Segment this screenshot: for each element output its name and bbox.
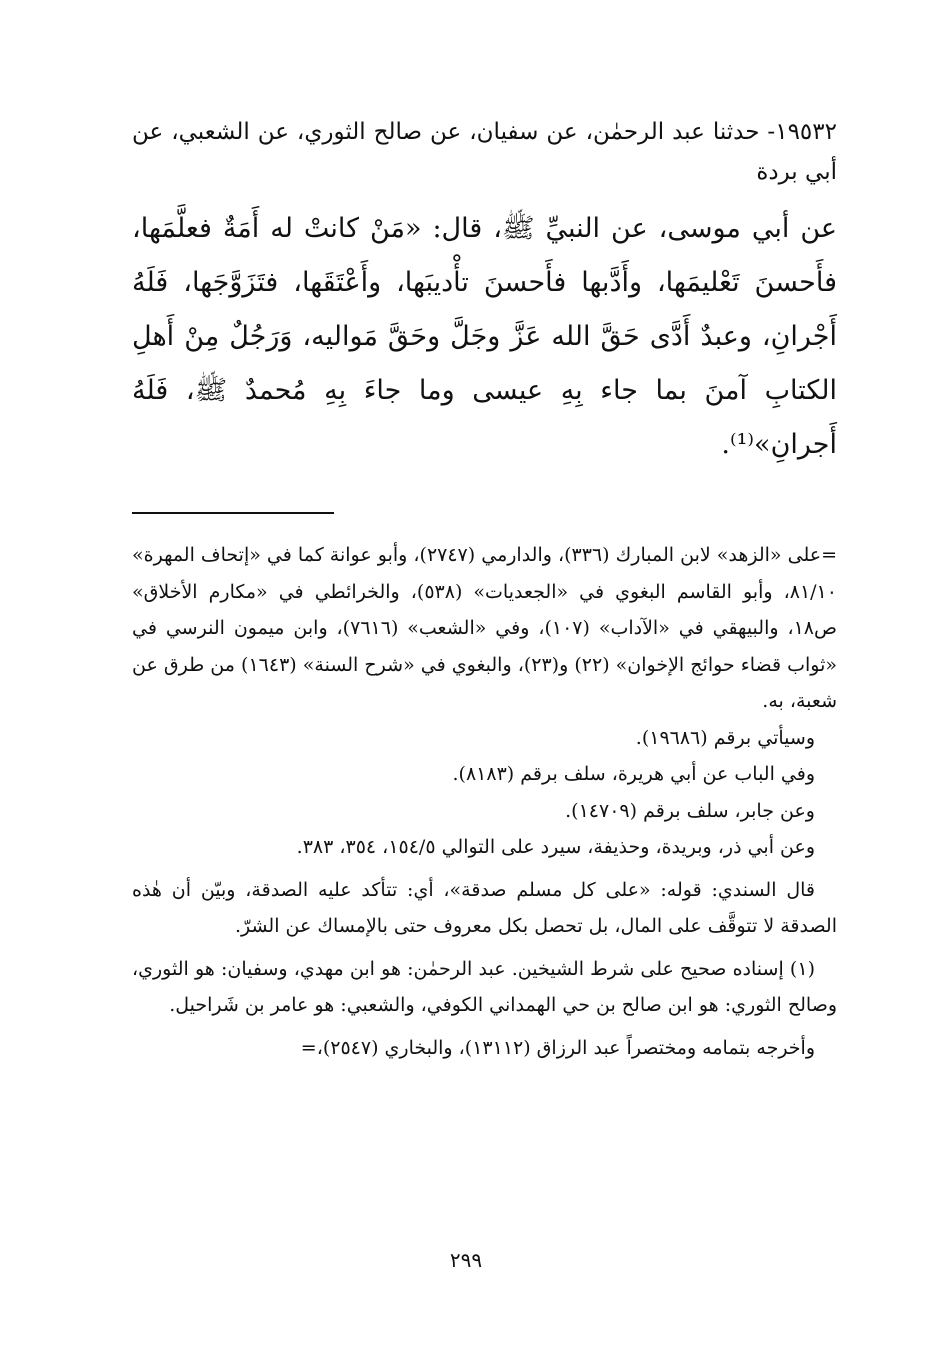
footnote-continuation: =على «الزهد» لابن المبارك (٣٣٦)، والدارمي (٢٧٤٧)، وأبو عوانة كما في «إتحاف المهرة» ٨١/١٠، وأبو القاسم البغوي في «الجعديات» (٥٣٨)، والخرائطي في «مكارم الأخلاق» ص١٨، والبيهقي في «الآداب» (١٠٧)، وفي «الشعب» (٧٦١٦)، وابن ميمون النرسي في «ثواب قضاء حوائج الإخوان» (٢٢) و(٢٣)، والبغوي في «شرح السنة» (١٦٤٣) من طرق عن شعبة، به. (132, 544, 838, 712)
footnote-line: وأخرجه بتمامه ومختصراً عبد الرزاق (١٣١١٢)، والبخاري (٢٥٤٧)،= (300, 1036, 815, 1059)
footnote-line: وفي الباب عن أبي هريرة، سلف برقم (٨١٨٣). (452, 763, 815, 785)
footnote-1: (١) إسناده صحيح على شرط الشيخين. عبد الرحمٰن: هو ابن مهدي، وسفيان: هو الثوري، وصالح الثوري: هو ابن صالح بن حي الهمداني الكوفي، والشعبي: هو عامر بن شَراحيل. (132, 957, 837, 1016)
footnote-line: وعن جابر، سلف برقم (١٤٧٠٩). (565, 799, 815, 822)
footnotes (132, 537, 837, 1066)
hadith-block (132, 112, 837, 472)
page-number: ٢٩٩ (449, 1248, 483, 1272)
footnote-separator (132, 512, 334, 514)
hadith-matn: عن أبي موسى، عن النبيِّ ﷺ، قال: «مَنْ كانتْ له أَمَةٌ فعلَّمَها، فأَحسنَ تَعْليمَها، وأَدَّبها فأَحسنَ تأْديبَها، وأَعْتَقَها، فتَزَوَّجَها، فَلَهُ أَجْرانِ، وعبدٌ أَدَّى حَقَّ الله عَزَّ وجَلَّ وحَقَّ مَواليه، وَرَجُلٌ مِنْ أَهلِ الكتابِ آمنَ بما جاء بِهِ عيسى وما جاءَ بِهِ مُحمدٌ ﷺ، فَلَهُ أَجرانِ»⁽¹⁾. (132, 213, 837, 460)
hadith-isnad: ١٩٥٣٢- حدثنا عبد الرحمٰن، عن سفيان، عن صالح الثوري، عن الشعبي، عن أبي بردة (132, 119, 837, 185)
footnote-line: وعن أبي ذر، وبريدة، وحذيفة، سيرد على التوالي ١٥٤/٥، ٣٥٤، ٣٨٣. (296, 836, 815, 858)
footnote-sindi: قال السندي: قوله: «على كل مسلم صدقة»، أي: تتأكد عليه الصدقة، وبيّن أن هٰذه الصدقة لا تتوقَّف على المال، بل تحصل بكل معروف حتى بالإمساك عن الشرّ. (132, 878, 837, 937)
footnote-line: وسيأتي برقم (١٩٦٨٦). (635, 726, 815, 749)
